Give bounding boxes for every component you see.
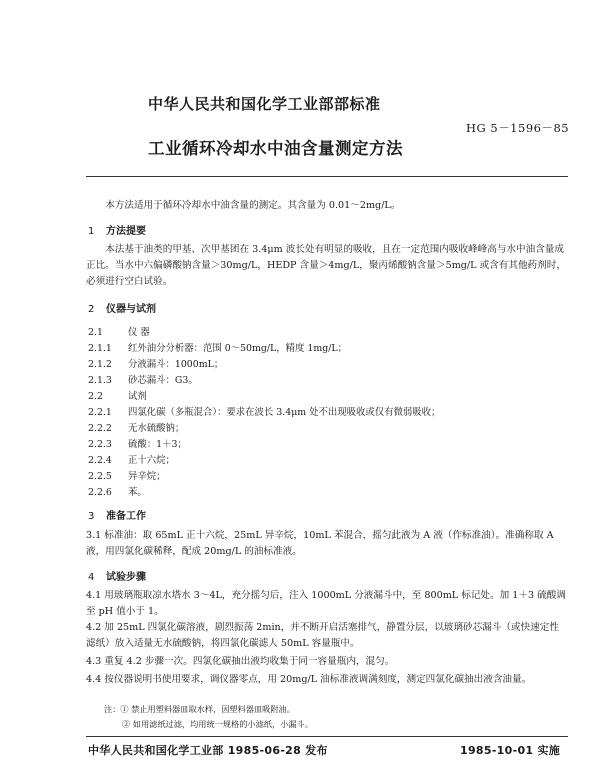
- section-number: 4: [88, 572, 95, 583]
- section-number: 2: [88, 304, 95, 315]
- list-item: 2.1.2 分液漏斗：1000mL；: [88, 359, 224, 370]
- effective-date: 1985-10-01 实施: [460, 744, 561, 757]
- list-item: 2.2.2 无水硫酸钠；: [88, 423, 185, 434]
- list-item: 2.2.3 硫酸：1＋3；: [88, 439, 187, 450]
- document-title: 工业循环冷却水中油含量测定方法: [148, 139, 403, 158]
- issue-info: 中华人民共和国化学工业部 1985-06-28 发布: [88, 744, 328, 757]
- note-2: ② 如用滤纸过滤，均用统一规格的小滤纸，小漏斗。: [122, 719, 313, 729]
- header-divider: [86, 176, 568, 177]
- section-title: 试验步骤: [106, 572, 146, 583]
- section-3-heading: [88, 507, 146, 522]
- section-1-text: 本法基于油类的甲基、次甲基团在 3.4μm 波长处有明显的吸收，且在一定范围内吸收峰峰高与水中油含量成正比。当水中六偏磷酸钠含量＞30mg/L，HEDP 含量＞4mg/L，聚丙烯酸钠含量＞5mg/L 或含有其他药剂时，必须进行空白试验。: [86, 244, 566, 287]
- list-item: 2.2.6 苯。: [88, 487, 147, 498]
- list-item: 2.2.4 正十六烷；: [88, 455, 175, 466]
- list-item: 2.2.5 异辛烷；: [88, 471, 166, 482]
- note-label: 注：: [104, 704, 121, 714]
- standard-number: HG 5－1596－85: [466, 121, 570, 135]
- section-1-heading: [88, 222, 146, 237]
- section-title: 准备工作: [106, 511, 146, 522]
- section-4-step-4: 4.4 按仪器说明书使用要求，调仪器零点，用 20mg/L 油标准液调满刻度，测定四氯化碳抽出液含油量。: [86, 674, 532, 685]
- section-4-heading: [88, 568, 146, 583]
- section-number: 1: [88, 226, 95, 237]
- section-title: 仪器与试剂: [106, 304, 156, 315]
- standard-body-heading: 中华人民共和国化学工业部部标准: [148, 95, 381, 113]
- list-item: 2.1 仪 器: [88, 327, 150, 338]
- list-item: 2.1.3 砂芯漏斗：G3。: [88, 375, 198, 386]
- list-item: 2.2.1 四氯化碳（多瓶混合）：要求在波长 3.4μm 处不出现吸收或仅有微弱吸收；: [88, 407, 441, 418]
- note-1: 注：① 禁止用塑料器皿取水样，因塑料器皿吸附油。: [104, 704, 295, 714]
- list-item: 2.1.1 红外油分分析器：范围 0～50mg/L，精度 1mg/L；: [88, 343, 347, 354]
- section-4-step-2: 4.2 加 25mL 四氯化碳溶液，剧烈振荡 2min，并不断开启活塞排气，静置分层，以玻璃砂芯漏斗（或快速定性滤纸）放入适量无水硫酸钠，将四氯化碳滤人 50mL 容量瓶中。: [86, 622, 559, 649]
- intro-paragraph: 本方法适用于循环冷却水中油含量的测定。其含量为 0.01～2mg/L。: [105, 200, 401, 211]
- section-number: 3: [88, 511, 95, 522]
- section-4-step-1: 4.1 用玻璃瓶取凉水塔水 3～4L，充分摇匀后，注入 1000mL 分液漏斗中，至 800mL 标记处。加 1＋3 硫酸调至 pH 值小于 1。: [86, 590, 566, 617]
- section-2-heading: [88, 300, 156, 315]
- section-4-step-3: 4.3 重复 4.2 步骤一次。四氯化碳抽出液均收集于同一容量瓶内，混匀。: [86, 656, 395, 667]
- section-3-text: 3.1 标准油：取 65mL 正十六烷，25mL 异辛烷，10mL 苯混合，摇匀此液为 A 液（作标准油）。准确称取 A 液，用四氯化碳稀释，配成 20mg/L 的油标准液。: [86, 530, 554, 557]
- footer-divider: [86, 736, 568, 737]
- section-title: 方法提要: [106, 226, 146, 237]
- list-item: 2.2 试剂: [88, 391, 147, 402]
